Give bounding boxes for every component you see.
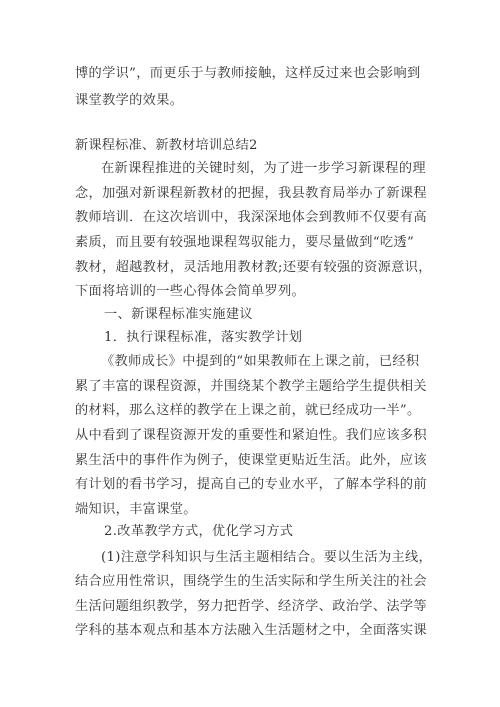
paragraph-line: 下面将培训的一些心得体会简单罗列。 [75,284,306,299]
paragraph-line: (1)注意学科知识与生活主题相结合。要以生活为主线， [101,550,433,565]
paragraph-line: 累了丰富的课程资源，并围绕某个教学主题给学生提供相关 [75,379,427,394]
paragraph-line: 素质，而且要有较强地课程驾驭能力，要尽量做到“吃透” [75,235,415,250]
heading-line: 1．执行课程标准，落实教学计划 [104,330,303,345]
paragraph-line: 在新课程推进的关键时刻，为了进一步学习新课程的理 [101,161,426,176]
paragraph-line: 学科的基本观点和基本方法融入生活题材之中，全面落实课 [75,623,427,638]
heading-line: 2.改革教学方式，优化学习方式 [104,524,294,539]
paragraph-line: 教师培训．在这次培训中，我深深地体会到教师不仅要有高 [75,210,427,225]
paragraph-line: 念，加强对新课程新教材的把握，我县教育局举办了新课程 [75,186,427,201]
paragraph-line: 结合应用性常识，围绕学生的生活实际和学生所关注的社会 [75,574,427,589]
paragraph-line: 的材料，那么这样的教学在上课之前，就已经成功一半”。 [75,403,421,418]
paragraph-line: 《教师成长》中提到的“如果教师在上课之前，已经积 [101,354,420,369]
paragraph-line: 博的学识”，而更乐于与教师接触，这样反过来也会影响到 [75,66,421,81]
paragraph-line: 课堂教学的效果。 [75,93,184,108]
heading-line: 一、新课程标准实施建议 [104,307,253,322]
paragraph-line: 生活问题组织教学，努力把哲学、经济学、政治学、法学等 [75,599,427,614]
section-title: 新课程标准、新教材培训总结2 [75,138,258,153]
paragraph-line: 有计划的看书学习，提高自己的专业水平，了解本学科的前 [75,477,427,492]
paragraph-line: 端知识，丰富课堂。 [75,502,197,517]
paragraph-line: 从中看到了课程资源开发的重要性和紧迫性。我们应该多积 [75,428,427,443]
paragraph-line: 累生活中的事件作为例子，使课堂更贴近生活。此外，应该 [75,453,427,468]
paragraph-line: 教材，超越教材，灵活地用教材教;还要有较强的资源意识， [75,260,432,275]
